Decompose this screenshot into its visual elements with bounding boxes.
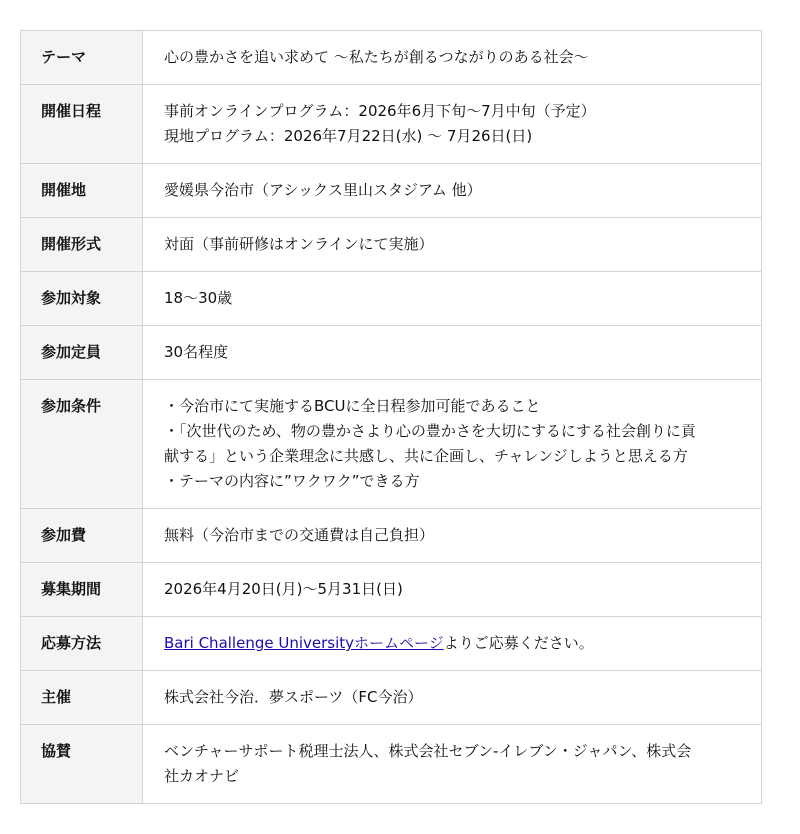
- table-row: [21, 326, 762, 380]
- row-value-theme: 心の豊かさを追い求めて 〜私たちが創るつながりのある社会〜: [143, 31, 762, 85]
- row-label-application-period: 募集期間: [21, 563, 143, 617]
- row-value-organizer: 株式会社今治．夢スポーツ（FC今治）: [143, 671, 762, 725]
- apply-suffix-text: よりご応募ください。: [443, 634, 594, 652]
- row-label-organizer: 主催: [21, 671, 143, 725]
- schedule-line-online: 事前オンラインプログラム：2026年6月下旬〜7月中旬（予定）: [164, 102, 596, 120]
- event-info-table: [20, 30, 762, 804]
- row-label-how-to-apply: 応募方法: [21, 617, 143, 671]
- row-value-conditions: [143, 380, 762, 509]
- row-label-capacity: 参加定員: [21, 326, 143, 380]
- row-label-venue: 開催地: [21, 164, 143, 218]
- table-row: [21, 218, 762, 272]
- table-row: [21, 85, 762, 164]
- table-row: [21, 725, 762, 804]
- row-label-target: 参加対象: [21, 272, 143, 326]
- row-value-fee: 無料（今治市までの交通費は自己負担）: [143, 509, 762, 563]
- sponsor-line: 社カオナビ: [164, 767, 240, 785]
- condition-line: ・今治市にて実施するBCUに全日程参加可能であること: [164, 397, 541, 415]
- row-value-venue: 愛媛県今治市（アシックス里山スタジアム 他）: [143, 164, 762, 218]
- table-row: [21, 380, 762, 509]
- row-label-sponsors: 協賛: [21, 725, 143, 804]
- bcu-homepage-link[interactable]: Bari Challenge Universityホームページ: [164, 634, 444, 652]
- row-value-format: 対面（事前研修はオンラインにて実施）: [143, 218, 762, 272]
- table-row: [21, 563, 762, 617]
- row-label-conditions: 参加条件: [21, 380, 143, 509]
- table-row: [21, 509, 762, 563]
- table-row: [21, 164, 762, 218]
- row-value-capacity: 30名程度: [143, 326, 762, 380]
- table-row: [21, 671, 762, 725]
- row-value-how-to-apply: [143, 617, 762, 671]
- table-row: [21, 31, 762, 85]
- condition-line: ・テーマの内容に”ワクワク”できる方: [164, 472, 420, 490]
- table-row: [21, 272, 762, 326]
- row-label-fee: 参加費: [21, 509, 143, 563]
- condition-line: 献する」という企業理念に共感し、共に企画し、チャレンジしようと思える方: [164, 447, 688, 465]
- row-label-schedule: 開催日程: [21, 85, 143, 164]
- row-value-schedule: [143, 85, 762, 164]
- row-label-theme: テーマ: [21, 31, 143, 85]
- row-value-application-period: 2026年4月20日(月)〜5月31日(日): [143, 563, 762, 617]
- row-value-sponsors: [143, 725, 762, 804]
- row-value-target: 18〜30歳: [143, 272, 762, 326]
- sponsor-line: ベンチャーサポート税理士法人、株式会社セブン-イレブン・ジャパン、株式会: [164, 742, 692, 760]
- schedule-line-onsite: 現地プログラム：2026年7月22日(水) 〜 7月26日(日): [164, 127, 533, 145]
- row-label-format: 開催形式: [21, 218, 143, 272]
- condition-line: ・「次世代のため、物の豊かさより心の豊かさを大切にするにする社会創りに貢: [164, 422, 696, 440]
- table-row: [21, 617, 762, 671]
